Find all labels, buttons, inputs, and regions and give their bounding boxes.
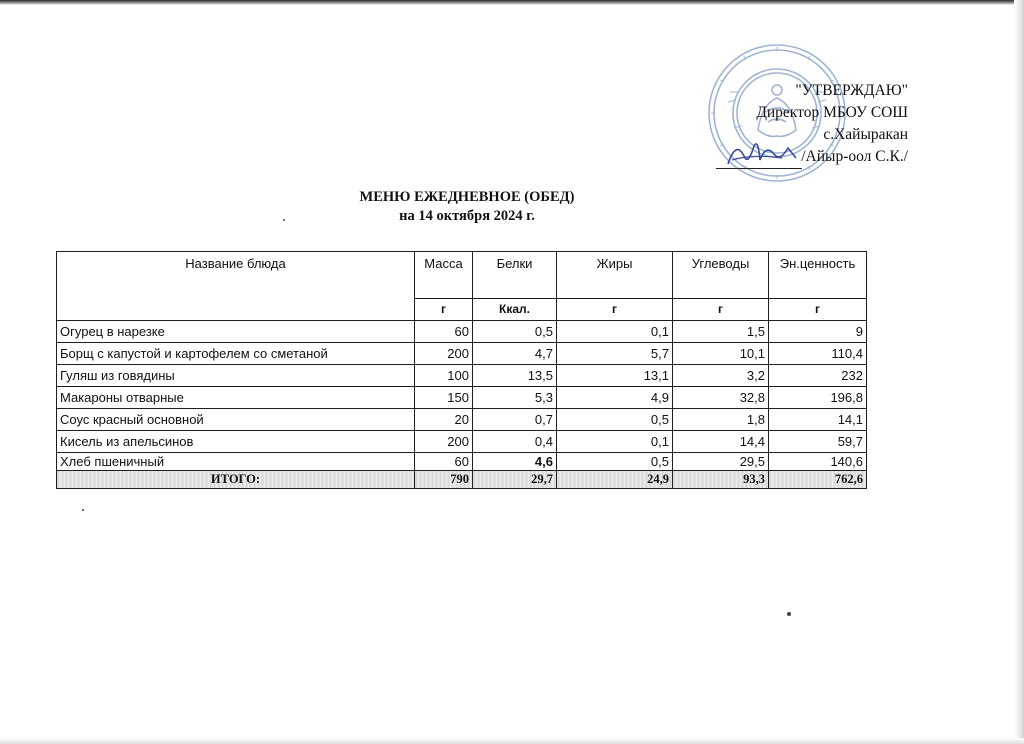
dish-protein: 0,7 — [473, 409, 557, 431]
dish-mass: 100 — [415, 365, 473, 387]
header-energy: Эн.ценность — [769, 252, 867, 299]
table-total-row — [57, 471, 867, 489]
dish-name: Борщ с капустой и картофелем со сметаной — [57, 343, 415, 365]
dish-carbs: 3,2 — [673, 365, 769, 387]
approval-position: Директор МБОУ СОШ — [756, 104, 908, 121]
approval-heading: "УТВЕРЖДАЮ" — [795, 82, 908, 99]
menu-table — [56, 251, 867, 489]
table-row — [57, 409, 867, 431]
dish-energy: 140,6 — [769, 453, 867, 471]
dish-carbs: 32,8 — [673, 387, 769, 409]
dish-protein: 0,4 — [473, 431, 557, 453]
total-carbs: 93,3 — [673, 471, 769, 489]
dish-carbs: 1,5 — [673, 321, 769, 343]
dish-fat: 0,5 — [557, 453, 673, 471]
dish-mass: 200 — [415, 343, 473, 365]
dish-fat: 13,1 — [557, 365, 673, 387]
dish-mass: 20 — [415, 409, 473, 431]
scan-edge-right — [1014, 0, 1024, 744]
approval-signer: /Айыр-оол С.К./ — [801, 148, 908, 165]
dish-fat: 4,9 — [557, 387, 673, 409]
unit-carbs: г — [673, 299, 769, 321]
dish-fat: 5,7 — [557, 343, 673, 365]
table-row — [57, 343, 867, 365]
table-header-row — [57, 252, 867, 299]
approval-location: с.Хайыракан — [823, 126, 908, 143]
total-energy: 762,6 — [769, 471, 867, 489]
title-main: МЕНЮ ЕЖЕДНЕВНОЕ (ОБЕД) — [359, 189, 575, 205]
header-protein: Белки — [473, 252, 557, 299]
dish-energy: 9 — [769, 321, 867, 343]
total-protein: 29,7 — [473, 471, 557, 489]
dish-name: Соус красный основной — [57, 409, 415, 431]
signature-line — [716, 168, 802, 169]
unit-protein: Ккал. — [473, 299, 557, 321]
unit-mass: г — [415, 299, 473, 321]
total-label: ИТОГО: — [57, 471, 415, 489]
table-row — [57, 365, 867, 387]
dish-name: Хлеб пшеничный — [57, 453, 415, 471]
table-row — [57, 321, 867, 343]
dish-energy: 59,7 — [769, 431, 867, 453]
dish-fat: 0,1 — [557, 321, 673, 343]
scan-edge-bottom — [0, 738, 1024, 744]
scan-speck — [82, 509, 84, 511]
dish-energy: 232 — [769, 365, 867, 387]
dish-name: Макароны отварные — [57, 387, 415, 409]
header-fat: Жиры — [557, 252, 673, 299]
title-date: на 14 октября 2024 г. — [399, 208, 535, 224]
table-row — [57, 387, 867, 409]
dish-protein: 5,3 — [473, 387, 557, 409]
dish-name: Кисель из апельсинов — [57, 431, 415, 453]
dish-name: Огурец в нарезке — [57, 321, 415, 343]
dish-fat: 0,1 — [557, 431, 673, 453]
dish-mass: 200 — [415, 431, 473, 453]
dish-energy: 14,1 — [769, 409, 867, 431]
header-dish-name: Название блюда — [57, 252, 415, 321]
dish-protein: 13,5 — [473, 365, 557, 387]
dish-protein: 4,6 — [473, 453, 557, 471]
dish-energy: 196,8 — [769, 387, 867, 409]
header-mass: Масса — [415, 252, 473, 299]
unit-fat: г — [557, 299, 673, 321]
dish-protein: 4,7 — [473, 343, 557, 365]
approval-block — [756, 80, 908, 168]
dish-protein: 0,5 — [473, 321, 557, 343]
total-mass: 790 — [415, 471, 473, 489]
scan-speck — [787, 612, 791, 616]
unit-energy: г — [769, 299, 867, 321]
dish-mass: 60 — [415, 453, 473, 471]
dish-energy: 110,4 — [769, 343, 867, 365]
dish-fat: 0,5 — [557, 409, 673, 431]
total-fat: 24,9 — [557, 471, 673, 489]
dish-carbs: 14,4 — [673, 431, 769, 453]
dish-carbs: 1,8 — [673, 409, 769, 431]
dish-carbs: 10,1 — [673, 343, 769, 365]
dish-name: Гуляш из говядины — [57, 365, 415, 387]
table-row — [57, 431, 867, 453]
dish-carbs: 29,5 — [673, 453, 769, 471]
header-carbs: Углеводы — [673, 252, 769, 299]
dish-mass: 60 — [415, 321, 473, 343]
table-row — [57, 453, 867, 471]
dish-mass: 150 — [415, 387, 473, 409]
document-title — [252, 188, 682, 226]
scan-edge-top — [0, 0, 1024, 5]
